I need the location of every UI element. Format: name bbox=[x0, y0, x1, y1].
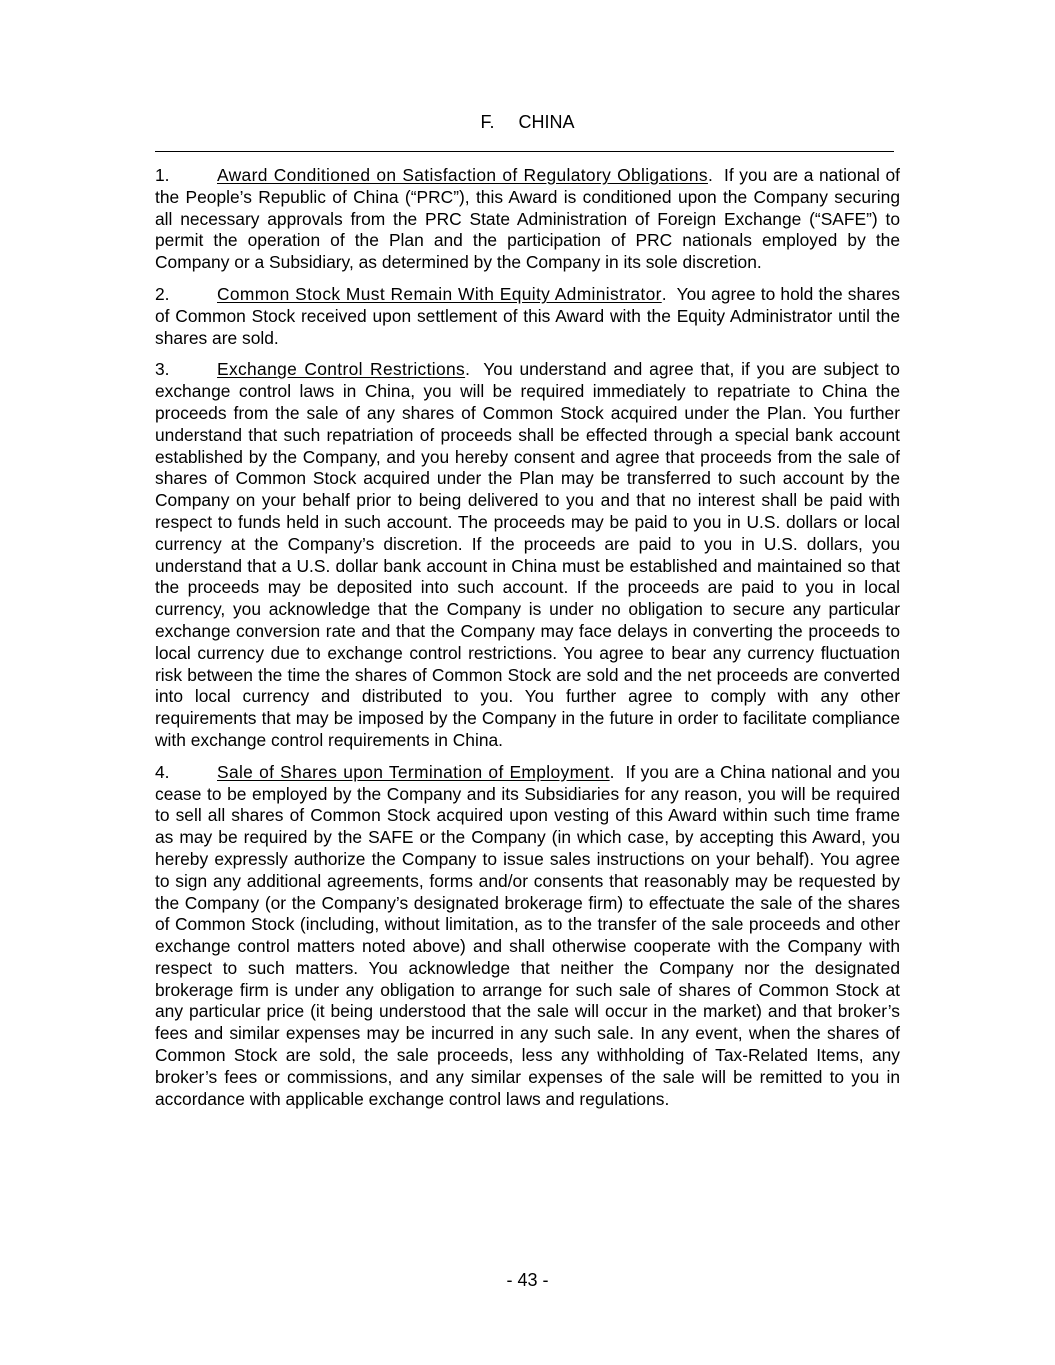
paragraph-text: If you are a China national and you cease to be employed by the Company and its Subsidiaries for any reason, you will be required to sell all shares of Common Stock acquired upon vesting of this Award within such time frame as may be required by the SAFE or the Company (in which case, by accepting this Award, you hereby expressly authorize the Company to issue sales instructions on your behalf). You agree to sign any additional agreements, forms and/or consents that reasonably may be requested by the Company (or the Company’s designated brokerage firm) to effectuate the sale of the shares of Common Stock (including, without limitation, as to the transfer of the sale proceeds and other exchange control matters noted above) and shall otherwise cooperate with the Company with respect to such matters. You acknowledge that neither the Company nor the designated brokerage firm is under any obligation to arrange for such sale of shares of Common Stock at any particular price (it being understood that the sale will occur in the market) and that broker’s fees and similar expenses may be incurred in any such sale. In any event, when the shares of Common Stock are sold, the sale proceeds, less any withholding of Tax-Related Items, any broker’s fees or commissions, and any similar expenses of the sale will be remitted to you in accordance with applicable exchange control laws and regulations. bbox=[155, 761, 900, 1109]
paragraph-title: Award Conditioned on Satisfaction of Regulatory Obligations bbox=[217, 165, 708, 185]
paragraph-number: 2. bbox=[155, 283, 170, 304]
paragraph-number: 4. bbox=[155, 761, 170, 782]
paragraph-4: 4. Sale of Shares upon Termination of Employment. If you are a China national and you cease to be employed by the Company and its Subsidiaries for any reason, you will be required to sell all shares of Common Stock acquired upon vesting of this Award within such time frame as may be required by the SAFE or the Company (in which case, by accepting this Award, you hereby expressly authorize the Company to issue sales instructions on your behalf). You agree to sign any additional agreements, forms and/or consents that reasonably may be requested by the Company (or the Company’s designated brokerage firm) to effectuate the sale of the shares of Common Stock (including, without limitation, as to the transfer of the sale proceeds and other exchange control matters noted above) and shall otherwise cooperate with the Company with respect to such matters. You acknowledge that neither the Company nor the designated brokerage firm is under any obligation to arrange for such sale of shares of Common Stock at any particular price (it being understood that the sale will occur in the market) and that broker’s fees and similar expenses may be incurred in any such sale. In any event, when the shares of Common Stock are sold, the sale proceeds, less any withholding of Tax-Related Items, any broker’s fees or commissions, and any similar expenses of the sale will be remitted to you in accordance with applicable exchange control laws and regulations. bbox=[155, 761, 900, 1109]
section-heading bbox=[0, 111, 1055, 133]
paragraph-text: You agree to hold the shares of Common Stock received upon settlement of this Award with the Equity Administrator until the shares are sold. bbox=[155, 283, 900, 348]
section-title: CHINA bbox=[518, 112, 575, 132]
paragraph-title: Common Stock Must Remain With Equity Administrator bbox=[217, 283, 662, 304]
paragraph-text: You understand and agree that, if you are subject to exchange control laws in China, you will be required immediately to repatriate to China the proceeds from the sale of any shares of Common Stock acquired under the Plan. You further understand that such repatriation of proceeds shall be effected through a special bank account established by the Company, and you hereby consent and agree that proceeds from the sale of shares of Common Stock acquired under the Plan may be transferred to such account by the Company on your behalf prior to being delivered to you and that no interest shall be paid with respect to funds held in such account. The proceeds may be paid to you in U.S. dollars or local currency at the Company’s discretion. If the proceeds are paid to you in U.S. dollars, you understand that a U.S. dollar bank account in China must be established and maintained so that the proceeds may be deposited into such account. If the proceeds are paid to you in local currency, you acknowledge that the Company is under no obligation to secure any particular exchange conversion rate and that the Company may face delays in converting the proceeds to local currency due to exchange control restrictions. You agree to bear any currency fluctuation risk between the time the shares of Common Stock are sold and the net proceeds are converted into local currency and distributed to you. You further agree to comply with any other requirements that may be imposed by the Company in the future in order to facilitate compliance with exchange control requirements in China. bbox=[155, 359, 900, 750]
paragraph-3: 3. Exchange Control Restrictions. You understand and agree that, if you are subject to exchange control laws in China, you will be required immediately to repatriate to China the proceeds from the sale of any shares of Common Stock acquired under the Plan. You further understand that such repatriation of proceeds shall be effected through a special bank account established by the Company, and you hereby consent and agree that proceeds from the sale of shares of Common Stock acquired under the Plan may be transferred to such account by the Company on your behalf prior to being delivered to you and that no interest shall be paid with respect to funds held in such account. The proceeds may be paid to you in U.S. dollars or local currency at the Company’s discretion. If the proceeds are paid to you in U.S. dollars, you understand that a U.S. dollar bank account in China must be established and maintained so that the proceeds may be deposited into such account. If the proceeds are paid to you in local currency, you acknowledge that the Company is under no obligation to secure any particular exchange conversion rate and that the Company may face delays in converting the proceeds to local currency due to exchange control restrictions. You agree to bear any currency fluctuation risk between the time the shares of Common Stock are sold and the net proceeds are converted into local currency and distributed to you. You further agree to comply with any other requirements that may be imposed by the Company in the future in order to facilitate compliance with exchange control requirements in China. bbox=[155, 359, 900, 750]
paragraph-text: If you are a national of the People’s Republic of China (“PRC”), this Award is conditioned upon the Company securing all necessary approvals from the PRC State Administration of Foreign Exchange (“SAFE”) to permit the operation of the Plan and the participation of PRC nationals employed by the Company or a Subsidiary, as determined by the Company in its sole discretion. bbox=[155, 165, 901, 273]
document-body bbox=[155, 165, 900, 1120]
paragraph-1: 1. Award Conditioned on Satisfaction of Regulatory Obligations. If you are a national of the People’s Republic of China (“PRC”), this Award is conditioned upon the Company securing all necessary approvals from the PRC State Administration of Foreign Exchange (“SAFE”) to permit the operation of the Plan and the participation of PRC nationals employed by the Company or a Subsidiary, as determined by the Company in its sole discretion. bbox=[155, 165, 901, 273]
paragraph-number: 3. bbox=[155, 359, 170, 380]
paragraph-title: Sale of Shares upon Termination of Employment bbox=[217, 761, 610, 782]
heading-divider bbox=[155, 151, 894, 152]
paragraph-title: Exchange Control Restrictions bbox=[217, 359, 466, 380]
page-number: - 43 - bbox=[506, 1270, 549, 1290]
section-letter: F. bbox=[480, 112, 495, 132]
paragraph-2: 2. Common Stock Must Remain With Equity Administrator. You agree to hold the shares of Common Stock received upon settlement of this Award with the Equity Administrator until the shares are sold. bbox=[155, 283, 900, 348]
paragraph-number: 1. bbox=[155, 165, 170, 185]
